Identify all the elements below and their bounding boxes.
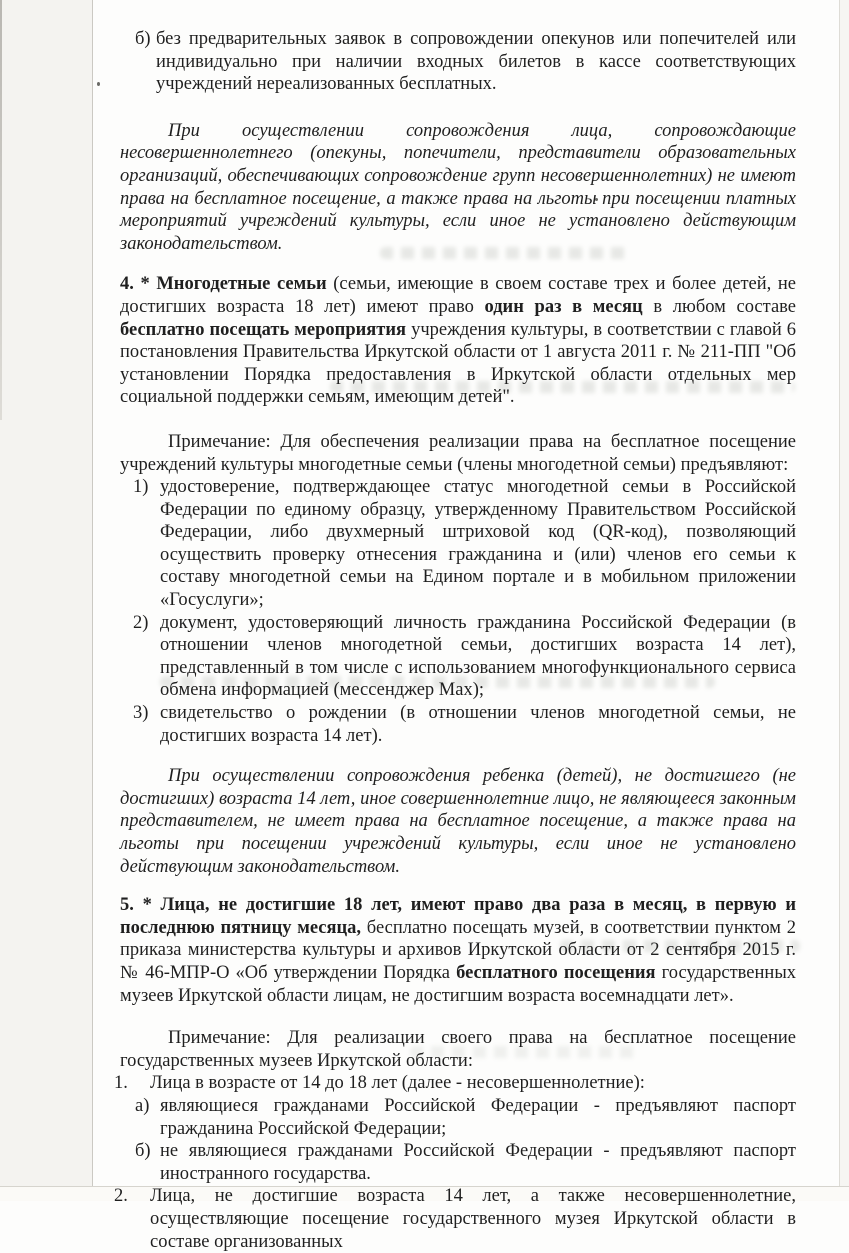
text-run: 5. * Лица, не достигшие 18 лет, имеют право два раза в месяц, в первую и последнюю пятницу месяца, [120, 895, 796, 938]
text-run: бесплатного посещения [456, 962, 656, 983]
document-content [112, 28, 796, 1253]
list-marker: 3) [133, 703, 149, 724]
text-run: бесплатно посещать мероприятия [120, 319, 407, 340]
list-item [112, 28, 796, 96]
text-run: При осуществлении сопровождения ребенка (детей), не достигшего (не достигших) возраста 14 лет, иное совершеннолетние лицо, не являющееся законным представителем, не имеет права на бесплатное посещение, а также права на льготы при посещении учреждений культуры, если иное не установлено действующим законодательством. [120, 766, 796, 877]
right-scan-margin [839, 0, 849, 1200]
list-item-text [160, 702, 796, 747]
text-run: не являющиеся гражданами Российской Федерации - предъявляют паспорт иностранного государства. [160, 1141, 796, 1184]
text-run: удостоверение, подтверждающее статус многодетной семьи в Российской Федерации по единому образцу, утвержденному Правительством Российской Федерации, либо двухмерный штриховой код (QR-код), позволяющий осуществить проверку отнесения гражданина и (или) членов его семьи к составу многодетной семьи на Едином портале и в мобильном приложении «Госуслуги»; [160, 477, 796, 611]
list-item [112, 1095, 796, 1140]
list-item [112, 1072, 796, 1095]
scan-speck [97, 82, 100, 86]
text-run: без предварительных заявок в сопровождении опекунов или попечителей или индивидуально при наличии входных билетов в кассе соответствующих учреждений нереализованных бесплатных. [156, 29, 796, 95]
list-item [112, 612, 796, 702]
text-run: документ, удостоверяющий личность гражданина Российской Федерации (в отношении членов многодетной семьи, достигших возраста 14 лет), представленный в том числе с использованием многофункционального сервиса обмена информацией (мессенджер Мах); [160, 612, 796, 701]
list-marker: 2) [133, 612, 149, 633]
text-run: Лица, не достигшие возраста 14 лет, а также несовершеннолетние, осуществляющие посещение государственного музея Иркутской области в составе организованных [150, 1186, 796, 1252]
text-run: один раз в месяц [484, 296, 643, 317]
list-item-text [160, 1140, 796, 1185]
list-item-text [150, 1072, 796, 1095]
paragraph [112, 1027, 796, 1072]
paragraph [112, 120, 796, 256]
paragraph [112, 765, 796, 878]
list-item [112, 702, 796, 747]
text-run: При осуществлении сопровождения лица, сопровождающие несовершеннолетнего (опекуны, попечители, представители образовательных организаций, обеспечивающих сопровождение групп несовершеннолетних) не имеют права на бесплатное посещение, а также права на льготы при посещении платных мероприятий учреждений культуры, если иное не установлено действующим законодательством. [120, 120, 796, 254]
paragraph [112, 894, 796, 1007]
list-item-text [150, 1185, 796, 1253]
list-marker: б) [135, 29, 151, 49]
list-item [112, 476, 796, 612]
text-run: свидетельство о рождении (в отношении членов многодетной семьи, не достигших возраста 14 лет). [160, 703, 796, 746]
list-item-text [160, 612, 796, 702]
list-item [112, 1140, 796, 1185]
text-run: (семьи, имеющие в своем составе трех и более детей, не достигших возраста 18 лет) имеют право [120, 274, 796, 317]
text-run: бесплатно посещать музей, в соответствии пунктом 2 приказа министерства культуры и архивов Иркутской области от 2 сентября 2015 г. № 46-МПР-О «Об утверждении Порядка [120, 917, 796, 983]
text-run: Примечание: Для обеспечения реализации права на бесплатное посещение учреждений культуры многодетные семьи (члены многодетной семьи) предъявляют: [120, 431, 796, 475]
text-run: Лица в возрасте от 14 до 18 лет (далее - несовершеннолетние): [150, 1073, 645, 1094]
text-run: учреждения культуры, в соответствии с главой 6 постановления Правительства Иркутской области от 1 августа 2011 г. № 211-ПП "Об установлении Порядка предоставления в Иркутской области отдельных мер социальной поддержки семьям, имеющим детей". [120, 319, 796, 408]
text-run: являющиеся гражданами Российской Федерации - предъявляют паспорт гражданина Российской Федерации; [160, 1095, 796, 1139]
paragraph [112, 431, 796, 476]
list-item-text [160, 1095, 796, 1140]
left-scan-edge-shadow [0, 0, 2, 420]
list-item-text [156, 28, 796, 96]
list-item-text [160, 476, 796, 612]
left-scan-margin [0, 0, 93, 1200]
text-run: Примечание: Для реализации своего права на бесплатное посещение государственных музеев Иркутской области: [120, 1028, 796, 1071]
list-marker: 2. [114, 1186, 128, 1207]
list-marker: б) [135, 1141, 151, 1162]
paragraph [112, 273, 796, 409]
text-run: в любом составе [642, 296, 796, 317]
list-marker: а) [135, 1095, 150, 1116]
list-item [112, 1185, 796, 1253]
list-marker: 1. [114, 1073, 128, 1094]
text-run: 4. * Многодетные семьи [120, 274, 334, 295]
list-marker: 1) [133, 477, 149, 498]
text-run: государственных музеев Иркутской области лицам, не достигшим возраста восемнадцати лет». [120, 962, 796, 1006]
